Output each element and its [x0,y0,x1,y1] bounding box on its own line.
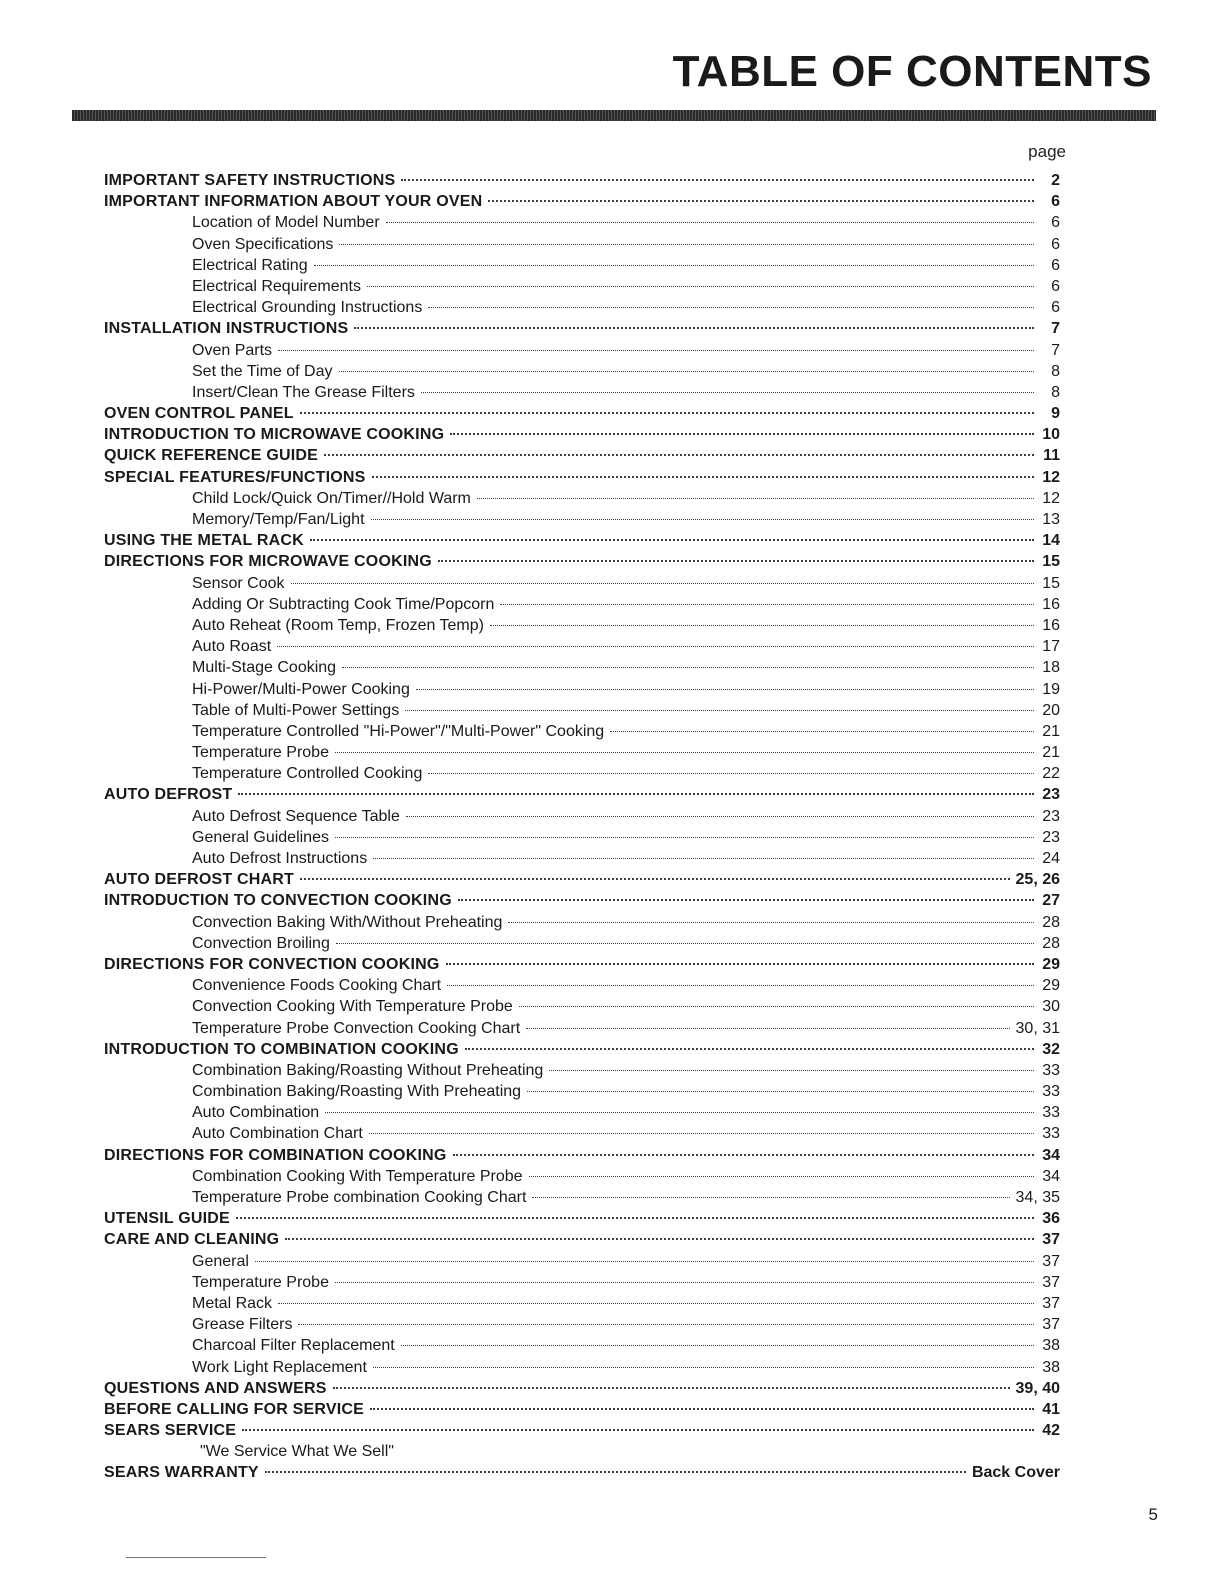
toc-subsection [104,234,1060,255]
dot-leader [610,727,1034,732]
toc-entry-page: 19 [1042,680,1060,698]
toc-section [104,1378,1060,1399]
dot-leader [529,1172,1034,1177]
toc-section [104,530,1060,551]
toc-entry-label: QUICK REFERENCE GUIDE [104,447,318,465]
toc-section [104,445,1060,466]
toc-entry-label: Oven Parts [192,341,273,359]
dot-leader [447,981,1034,986]
dot-leader [446,959,1035,965]
toc-entry-label: Convection Cooking With Temperature Probe [192,998,513,1016]
toc-entry-page: 12 [1042,468,1060,486]
toc-section [104,1039,1060,1060]
dot-leader [532,1193,1009,1198]
toc-subsection [104,1060,1060,1081]
dot-leader [416,685,1034,690]
toc-subsection [104,806,1060,827]
toc-entry-page: 7 [1051,320,1060,338]
toc-entry-page: 37 [1042,1294,1060,1312]
dot-leader [386,218,1034,223]
toc-entry-label: Table of Multi-Power Settings [192,701,400,719]
toc-entry-page: 6 [1051,256,1060,274]
toc-section [104,1145,1060,1166]
toc-entry-page: 7 [1051,341,1060,359]
toc-subsection [104,1314,1060,1335]
page-number: 5 [1148,1505,1158,1524]
dot-leader [421,388,1034,393]
toc-entry-page: 22 [1042,765,1060,783]
toc-subsection [104,721,1060,742]
dot-leader [314,261,1034,266]
dot-leader [238,789,1034,795]
toc-entry-page: 23 [1042,807,1060,825]
toc-entry-label: Sensor Cook [192,574,285,592]
page-title: TABLE OF CONTENTS [672,47,1152,96]
toc-entry-label: Temperature Probe combination Cooking Chart [192,1189,527,1206]
dot-leader [339,367,1034,372]
toc-entry-label: General Guidelines [192,828,329,846]
toc-section [104,1208,1060,1229]
dot-leader [405,706,1034,711]
toc-section [104,403,1060,424]
toc-subsection [104,1187,1060,1208]
dot-leader [406,812,1034,817]
toc-entry-page: 32 [1042,1040,1060,1058]
toc-entry-label: Auto Defrost Instructions [192,850,368,867]
toc-subsection [104,742,1060,763]
dot-leader [300,408,1034,414]
toc-subsection [104,679,1060,700]
toc-entry-page: 21 [1042,722,1060,740]
dot-leader [371,515,1034,520]
toc-entry-page: 13 [1042,511,1060,528]
toc-entry-page: 37 [1042,1273,1060,1291]
dot-leader [465,1044,1034,1050]
dot-leader [401,1341,1034,1346]
toc-subsection [104,848,1060,869]
toc-subsection [104,361,1060,382]
toc-entry-label: Memory/Temp/Fan/Light [192,511,365,528]
toc-entry-page: 33 [1042,1083,1060,1101]
toc-entry-page: 28 [1042,934,1060,952]
toc-entry-page: 25, 26 [1015,871,1060,889]
dot-leader [310,535,1034,541]
dot-leader [370,1404,1034,1410]
toc-entry-page: 9 [1051,405,1060,423]
toc-entry-page: 34 [1042,1146,1060,1164]
toc-entry-label: Electrical Requirements [192,277,361,295]
toc-subsection [104,573,1060,594]
toc-entry-label: Child Lock/Quick On/Timer//Hold Warm [192,489,471,507]
toc-entry-label: INTRODUCTION TO CONVECTION COOKING [104,892,452,910]
dot-leader [428,769,1034,774]
dot-leader [333,1383,1010,1389]
dot-leader [373,1363,1034,1368]
toc-entry-label: AUTO DEFROST [104,786,233,804]
toc-entry-page: 23 [1042,828,1060,846]
toc-section [104,890,1060,911]
dot-leader [527,1087,1034,1092]
toc-section [104,1420,1060,1441]
toc-entry-label: Adding Or Subtracting Cook Time/Popcorn [192,595,495,613]
toc-entry-page: 15 [1042,574,1060,592]
toc-entry-label: Oven Specifications [192,235,334,253]
toc-subsection [104,1272,1060,1293]
dot-leader [277,642,1034,647]
toc-entry-page: 6 [1051,235,1060,253]
toc-subsection [104,1251,1060,1272]
dot-leader [335,748,1034,753]
footer-line [126,1557,266,1558]
toc-subsection [104,1335,1060,1356]
toc-entry-page: 24 [1042,850,1060,867]
toc-entry-page: 37 [1042,1252,1060,1270]
toc-section [104,784,1060,805]
dot-leader [354,323,1034,329]
toc-subsection [104,1018,1060,1039]
toc-entry-label: UTENSIL GUIDE [104,1210,230,1228]
toc-entry-page: 30 [1042,998,1060,1016]
dot-leader [335,833,1034,838]
dot-leader [369,1129,1034,1134]
toc-entry-page: 6 [1051,214,1060,232]
toc-entry-label: QUESTIONS AND ANSWERS [104,1379,327,1397]
toc-subsection [104,255,1060,276]
toc-subsection [104,657,1060,678]
toc-entry-page: 33 [1042,1061,1060,1079]
toc-entry-page: 23 [1042,786,1060,804]
toc-entry-label: Multi-Stage Cooking [192,659,337,677]
dot-leader [339,240,1034,245]
toc-entry-page: 34 [1042,1167,1060,1185]
toc-section [104,954,1060,975]
toc-entry-label: Combination Cooking With Temperature Probe [192,1167,523,1185]
toc-entry-label: Convection Baking With/Without Preheating [192,913,503,931]
table-of-contents [104,170,1060,1484]
dot-leader [324,450,1034,456]
toc-entry-label: BEFORE CALLING FOR SERVICE [104,1400,365,1418]
toc-entry-page: 29 [1042,977,1060,995]
toc-subsection [104,340,1060,361]
toc-entry-label: AUTO DEFROST CHART [104,871,294,889]
toc-entry-page: 6 [1051,193,1060,211]
toc-entry-page: 12 [1042,489,1060,507]
toc-entry-label: Set the Time of Day [192,362,333,380]
dot-leader [242,1425,1034,1431]
dot-leader [367,282,1034,287]
toc-entry-page: 29 [1042,955,1060,973]
toc-entry-page: 27 [1042,892,1060,910]
toc-section [104,551,1060,572]
toc-entry-label: DIRECTIONS FOR CONVECTION COOKING [104,955,440,973]
toc-entry-page: 10 [1042,426,1060,444]
toc-entry-page: 42 [1042,1422,1060,1440]
toc-entry-label: "We Service What We Sell" [200,1443,394,1461]
page-column-label: page [1028,142,1066,161]
toc-entry-page: 34, 35 [1015,1189,1060,1206]
toc-subsection [104,933,1060,954]
toc-subsection [104,1293,1060,1314]
toc-entry-page: 36 [1042,1210,1060,1228]
toc-entry-label: Grease Filters [192,1316,293,1334]
toc-entry-label: SEARS WARRANTY [104,1464,259,1482]
toc-subsection [104,636,1060,657]
toc-entry-label: DIRECTIONS FOR MICROWAVE COOKING [104,553,432,571]
toc-subsection [104,212,1060,233]
toc-entry-label: Auto Combination [192,1104,320,1122]
toc-section [104,869,1060,890]
dot-leader [500,600,1034,605]
toc-subsection [104,382,1060,403]
toc-entry-label: Location of Model Number [192,214,380,232]
toc-entry-page: 37 [1042,1316,1060,1334]
dot-leader [278,1299,1034,1304]
toc-section [104,1229,1060,1250]
toc-entry-page: 14 [1042,532,1060,550]
toc-entry-label: Temperature Controlled Cooking [192,765,423,783]
dot-leader [300,874,1010,880]
dot-leader [450,429,1034,435]
toc-entry-label: Auto Roast [192,638,272,656]
toc-subsection [104,1102,1060,1123]
toc-subsection [104,1123,1060,1144]
toc-entry-label: Temperature Probe [192,744,329,762]
toc-entry-label: Auto Reheat (Room Temp, Frozen Temp) [192,616,484,634]
toc-entry-label: DIRECTIONS FOR COMBINATION COOKING [104,1146,447,1164]
dot-leader [477,494,1034,499]
toc-entry-label: Temperature Probe [192,1273,329,1291]
toc-entry-page: 41 [1042,1400,1060,1418]
toc-entry-page: 16 [1042,616,1060,634]
toc-section [104,191,1060,212]
dot-leader [285,1234,1034,1240]
toc-entry-label: INTRODUCTION TO MICROWAVE COOKING [104,426,445,444]
toc-subsection [104,912,1060,933]
toc-entry-label: Insert/Clean The Grease Filters [192,383,415,401]
dot-leader [373,854,1034,859]
toc-entry-label: Temperature Controlled "Hi-Power"/"Multi-Power" Cooking [192,722,605,740]
dot-leader [458,895,1034,901]
dot-leader [255,1257,1034,1262]
toc-subsection [104,700,1060,721]
toc-entry-page: 30, 31 [1015,1019,1060,1037]
toc-entry-page: 8 [1051,383,1060,401]
toc-entry-page: 18 [1042,659,1060,677]
toc-subsection [104,1166,1060,1187]
toc-section [104,170,1060,191]
toc-entry-label: IMPORTANT INFORMATION ABOUT YOUR OVEN [104,193,483,211]
toc-section [104,1462,1060,1483]
toc-subsection [104,975,1060,996]
dot-leader [236,1213,1034,1219]
toc-entry-page: 28 [1042,913,1060,931]
toc-entry-label: Auto Combination Chart [192,1125,363,1143]
toc-subsection [104,996,1060,1017]
dot-leader [372,472,1034,478]
toc-section [104,467,1060,488]
toc-entry-label: INSTALLATION INSTRUCTIONS [104,320,349,338]
toc-entry-page: 33 [1042,1104,1060,1122]
dot-leader [291,579,1035,584]
toc-entry-page: 8 [1051,362,1060,380]
toc-entry-label: Electrical Grounding Instructions [192,299,423,317]
dot-leader [438,556,1034,562]
toc-entry-page: 2 [1051,172,1060,189]
dot-leader [428,303,1034,308]
dot-leader [508,918,1034,923]
toc-entry-page: 38 [1042,1358,1060,1376]
dot-leader [298,1320,1034,1325]
toc-entry-label: Hi-Power/Multi-Power Cooking [192,680,410,698]
toc-note [104,1441,1060,1462]
toc-entry-label: INTRODUCTION TO COMBINATION COOKING [104,1040,459,1058]
dot-leader [325,1108,1034,1113]
toc-entry-page: 6 [1051,299,1060,317]
dot-leader [336,939,1034,944]
dot-leader [519,1002,1034,1007]
toc-entry-label: Metal Rack [192,1294,273,1312]
toc-entry-label: Convection Broiling [192,934,330,952]
toc-entry-page: 6 [1051,277,1060,295]
toc-entry-label: Combination Baking/Roasting With Preheating [192,1083,522,1101]
toc-subsection [104,763,1060,784]
toc-subsection [104,1081,1060,1102]
dot-leader [453,1150,1035,1156]
dot-leader [401,175,1034,181]
toc-entry-label: Combination Baking/Roasting Without Preheating [192,1061,544,1079]
dot-leader [265,1467,966,1473]
toc-entry-page: 33 [1042,1125,1060,1143]
dot-leader [335,1278,1034,1283]
toc-entry-label: SPECIAL FEATURES/FUNCTIONS [104,468,366,486]
toc-entry-label: Charcoal Filter Replacement [192,1337,395,1355]
toc-subsection [104,509,1060,530]
dot-leader [342,663,1034,668]
toc-entry-page: 11 [1043,447,1060,465]
toc-subsection [104,276,1060,297]
toc-entry-page: 38 [1042,1337,1060,1355]
toc-entry-label: CARE AND CLEANING [104,1231,280,1249]
toc-entry-page: 39, 40 [1015,1379,1060,1397]
toc-subsection [104,615,1060,636]
toc-subsection [104,594,1060,615]
toc-entry-label: Auto Defrost Sequence Table [192,807,400,825]
toc-subsection [104,488,1060,509]
dot-leader [549,1066,1034,1071]
toc-entry-page: 15 [1042,553,1060,571]
toc-entry-page: 20 [1042,701,1060,719]
dot-leader [526,1024,1009,1029]
toc-subsection [104,827,1060,848]
dot-leader [490,621,1034,626]
toc-section [104,424,1060,445]
toc-entry-label: IMPORTANT SAFETY INSTRUCTIONS [104,172,396,189]
toc-section [104,1399,1060,1420]
toc-entry-page: 16 [1042,595,1060,613]
toc-entry-label: SEARS SERVICE [104,1422,237,1440]
toc-entry-page: 37 [1042,1231,1060,1249]
title-rule [72,110,1156,121]
toc-entry-label: USING THE METAL RACK [104,532,304,550]
toc-subsection [104,297,1060,318]
toc-subsection [104,1357,1060,1378]
toc-entry-page: 17 [1042,638,1060,656]
toc-entry-page: 21 [1042,744,1060,762]
toc-entry-label: Electrical Rating [192,256,308,274]
toc-section [104,318,1060,339]
toc-entry-label: Convenience Foods Cooking Chart [192,977,442,995]
toc-entry-label: General [192,1252,249,1270]
dot-leader [488,196,1034,202]
toc-entry-label: OVEN CONTROL PANEL [104,405,294,423]
toc-entry-page: Back Cover [971,1464,1060,1482]
toc-entry-label: Temperature Probe Convection Cooking Chart [192,1019,521,1037]
dot-leader [278,346,1034,351]
toc-entry-label: Work Light Replacement [192,1358,367,1376]
